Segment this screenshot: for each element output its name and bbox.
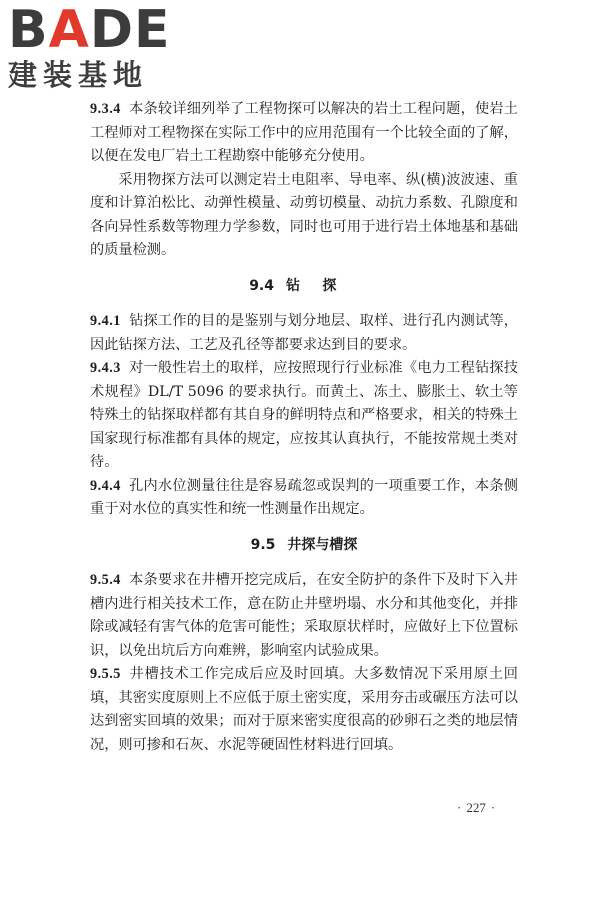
clause-text: 孔内水位测量往往是容易疏忽或误判的一项重要工作，本条侧重于对水位的真实性和统一性测量作出规定。 bbox=[90, 477, 518, 517]
clause-9-5-4 bbox=[90, 569, 518, 663]
clause-number: 9.5.5 bbox=[90, 666, 121, 682]
logo bbox=[8, 0, 183, 94]
clause-text: 钻探工作的目的是鉴别与划分地层、取样、进行孔内测试等，因此钻探方法、工艺及孔径等都要求达到目的要求。 bbox=[90, 313, 518, 353]
page-number: · 227 · bbox=[457, 800, 496, 815]
clause-9-4-3 bbox=[90, 357, 518, 475]
clause-9-4-4 bbox=[90, 475, 518, 522]
clause-number: 9.3.4 bbox=[90, 101, 121, 117]
clause-number: 9.4.4 bbox=[90, 477, 121, 494]
clause-number: 9.4.3 bbox=[90, 360, 121, 376]
clause-9-4-1 bbox=[90, 310, 518, 357]
clause-number: 9.4.1 bbox=[90, 313, 121, 329]
clause-text: 对一般性岩土的取样，应按照现行行业标准《电力工程钻探技术规程》DL/T 5096 的要求执行。而黄土、冻土、膨胀土、软土等特殊土的钻探取样都有其自身的鲜明特点和严格要求，相关的特殊土国家现行标准都有具体的规定，应按其认真执行，不能按常规土类对待。 bbox=[90, 360, 518, 470]
clause-text: 井槽技术工作完成后应及时回填。大多数情况下采用原土回填，其密实度原则上不应低于原土密实度，采用夯击或碾压方法可以达到密实回填的效果；而对于原来密实度很高的砂卵石之类的地层情况，则可掺和石灰、水泥等硬固性材料进行回填。 bbox=[90, 666, 518, 753]
clause-text: 本条要求在井槽开挖完成后，在安全防护的条件下及时下入井槽内进行相关技术工作，意在防止井壁坍塌、水分和其他变化，并排除或减轻有害气体的危害可能性；采取原状样时，应做好上下位置标识，以免出坑后方向难辨，影响室内试验成果。 bbox=[90, 572, 518, 659]
clause-9-3-4 bbox=[90, 98, 518, 169]
clause-9-5-5 bbox=[90, 663, 518, 757]
logo-subtitle: 建装基地 bbox=[8, 58, 149, 92]
document-body bbox=[90, 98, 518, 757]
clause-text: 本条较详细列举了工程物探可以解决的岩土工程问题，使岩土工程师对工程物探在实际工作中的应用范围有一个比较全面的了解，以便在发电厂岩土工程勘察中能够充分使用。 bbox=[90, 101, 518, 164]
clause-9-3-4-paragraph-2: 采用物探方法可以测定岩土电阻率、导电率、纵(横)波波速、重度和计算泊松比、动弹性模量、动剪切模量、动抗力系数、孔隙度和各向异性系数等物理力学参数，同时也可用于进行岩土体地基和基础的质量检测。 bbox=[90, 171, 518, 258]
section-heading-9-4: 9.4 钻探 bbox=[249, 277, 359, 294]
section-heading-9-5: 9.5 井探与槽探 bbox=[250, 536, 358, 553]
clause-number: 9.5.4 bbox=[90, 572, 121, 588]
logo-wordmark: BADE bbox=[8, 0, 171, 60]
